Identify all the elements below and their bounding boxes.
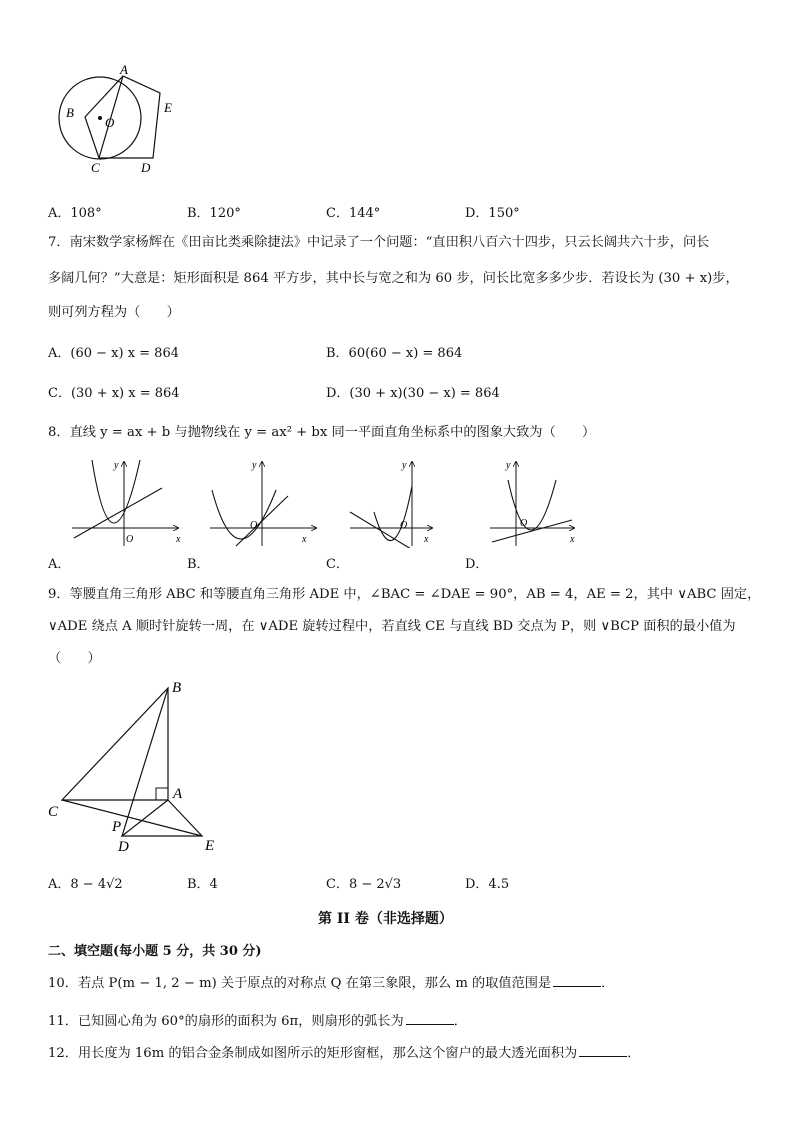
q12-answer-blank[interactable] <box>579 1044 627 1057</box>
q9-stem-line2: ∨ADE 绕点 A 顺时针旋转一周，在 ∨ADE 旋转过程中，若直线 CE 与直线 BD 交点为 P，则 ∨BCP 面积的最小值为 <box>48 619 736 634</box>
x-label: x <box>302 534 307 545</box>
q6-label-a: A <box>120 62 128 77</box>
q10-text: 10．若点 P(m − 1, 2 − m) 关于原点的对称点 Q 在第三象限，那么 m 的取值范围是 <box>48 976 552 991</box>
q9-label-c: C <box>48 804 59 820</box>
y-label: y <box>506 460 511 471</box>
q9-label-a: A <box>173 786 183 802</box>
q8-option-d[interactable]: D． <box>465 557 489 572</box>
q7-option-c[interactable]: C．(30 + x) x = 864 <box>48 386 180 401</box>
q10-answer-blank[interactable] <box>553 974 601 987</box>
q8-graph-d <box>486 456 602 548</box>
q9-option-a[interactable]: A．8 − 4√2 <box>48 877 123 892</box>
q11-end: ． <box>453 1014 467 1029</box>
q8-graph-a <box>68 456 184 548</box>
q11-line <box>48 1012 467 1031</box>
y-label: y <box>402 460 407 471</box>
q9-label-b: B <box>172 680 182 696</box>
q6-label-o: O <box>105 115 115 130</box>
q6-option-b[interactable]: B．120° <box>187 206 241 221</box>
q9-option-d[interactable]: D．4.5 <box>465 877 510 892</box>
q6-figure <box>55 62 195 180</box>
y-label: y <box>252 460 257 471</box>
parabola <box>212 490 276 539</box>
triangle-abc <box>62 688 168 800</box>
q8-stem: 8．直线 y = ax + b 与抛物线在 y = ax² + bx 同一平面直角坐标系中的图象大致为（ ） <box>48 425 596 440</box>
q6-label-d: D <box>141 160 151 175</box>
q9-option-c[interactable]: C．8 − 2√3 <box>326 877 402 892</box>
q8-graph-b <box>206 456 322 548</box>
line <box>74 488 162 538</box>
q9-label-e: E <box>205 838 215 854</box>
q6-option-a[interactable]: A．108° <box>48 206 102 221</box>
q6-center-point <box>98 116 102 120</box>
x-label: x <box>570 534 575 545</box>
q7-option-b[interactable]: B．60(60 − x) = 864 <box>326 346 463 361</box>
section-title: 第 II 卷（非选择题） <box>318 911 453 927</box>
q7-stem-line3: 则可列方程为（ ） <box>48 305 180 320</box>
origin-label: O <box>520 518 528 529</box>
q10-line <box>48 974 614 993</box>
q8-graph-c <box>346 456 462 548</box>
q9-stem-line3: （ ） <box>48 651 101 666</box>
x-label: x <box>424 534 429 545</box>
origin-label: O <box>400 520 408 531</box>
q7-stem-line2: 多阔几何？”大意是：矩形面积是 864 平方步，其中长与宽之和为 60 步，问长比宽多多少步．若设长为 (30 + x)步， <box>48 271 739 286</box>
q12-end: ． <box>627 1046 641 1061</box>
q6-label-c: C <box>91 160 100 175</box>
q11-answer-blank[interactable] <box>406 1012 454 1025</box>
q12-line <box>48 1044 640 1063</box>
q6-label-e: E <box>164 100 172 115</box>
line <box>492 520 572 542</box>
parabola <box>508 480 556 530</box>
q6-option-d[interactable]: D．150° <box>465 206 520 221</box>
q7-option-a[interactable]: A．(60 − x) x = 864 <box>48 346 179 361</box>
q7-option-d[interactable]: D．(30 + x)(30 − x) = 864 <box>326 386 500 401</box>
q6-label-b: B <box>66 105 74 120</box>
q9-option-b[interactable]: B．4 <box>187 877 218 892</box>
y-label: y <box>114 460 119 471</box>
line-bd <box>122 688 168 836</box>
q8-option-c[interactable]: C． <box>326 557 349 572</box>
q11-text: 11．已知圆心角为 60°的扇形的面积为 6π，则扇形的弧长为 <box>48 1014 404 1029</box>
q8-option-a[interactable]: A． <box>48 557 71 572</box>
q6-option-c[interactable]: C．144° <box>326 206 381 221</box>
q10-end: ． <box>601 976 615 991</box>
x-label: x <box>176 534 181 545</box>
parabola <box>374 486 412 541</box>
q7-stem-line1: 7．南宋数学家杨辉在《田亩比类乘除捷法》中记录了一个问题：“直田积八百六十四步，只云长阔共六十步，问长 <box>48 235 710 250</box>
q9-figure <box>44 676 234 856</box>
origin-label: O <box>250 520 258 531</box>
q8-option-b[interactable]: B． <box>187 557 210 572</box>
q6-pentagon <box>85 76 160 158</box>
q9-label-p: P <box>112 819 122 835</box>
origin-label: O <box>126 534 134 545</box>
right-angle-mark <box>156 788 168 800</box>
q9-stem-line1: 9．等腰直角三角形 ABC 和等腰直角三角形 ADE 中，∠BAC = ∠DAE = 90°，AB = 4，AE = 2，其中 ∨ABC 固定， <box>48 587 761 602</box>
q12-text: 12．用长度为 16m 的铝合金条制成如图所示的矩形窗框，那么这个窗户的最大透光面积为 <box>48 1046 578 1061</box>
section-part-title: 二、填空题(每小题 5 分，共 30 分) <box>48 944 262 959</box>
q9-label-d: D <box>118 839 129 855</box>
